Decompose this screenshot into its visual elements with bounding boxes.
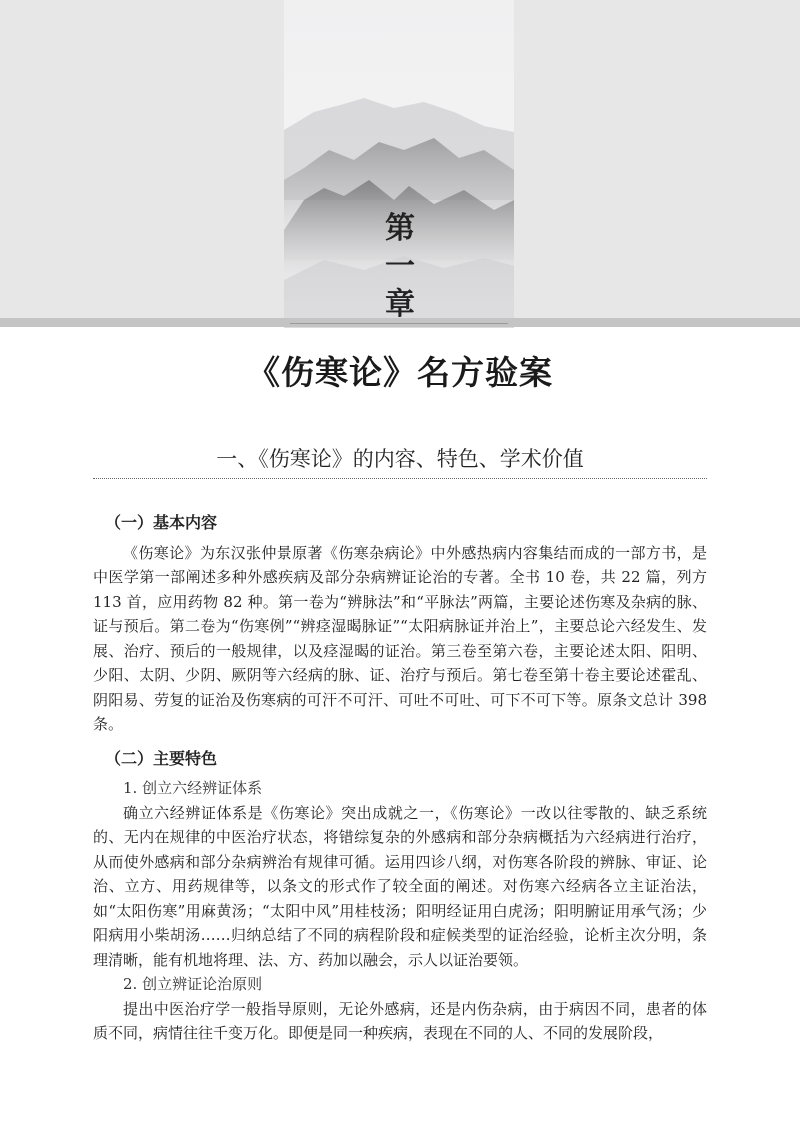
item-heading: 1. 创立六经辨证体系 xyxy=(123,779,263,797)
chapter-char: 第 xyxy=(385,211,415,246)
chapter-char: 章 xyxy=(385,287,415,322)
dotted-divider xyxy=(93,478,707,479)
chapter-number xyxy=(370,210,430,324)
title-divider xyxy=(290,323,508,324)
item-heading: 2. 创立辨证论治原则 xyxy=(123,975,263,993)
paragraph: 《伤寒论》为东汉张仲景原著《伤寒杂病论》中外感热病内容集结而成的一部方书，是中医学第一部阐述多种外感疾病及部分杂病辨证论治的专著。全书 10 卷，共 22 篇，列方 113 首，应用药物 82 种。第一卷为“辨脉法”和“平脉法”两篇，主要论述伤寒及杂病的脉、证与预后。第二卷为“伤寒例”“辨痉湿暍脉证”“太阳病脉证并治上”，主要总论六经发生、发展、治疗、预后的一般规律，以及痉湿暍的证治。第三卷至第六卷，主要论述太阳、阳明、少阳、太阴、少阴、厥阴等六经病的脉、证、治疗与预后。第七卷至第十卷主要论述霍乱、阴阳易、劳复的证治及伤寒病的可汗不可汗、可吐不可吐、可下不可下等。原条文总计 398 条。 xyxy=(93,543,707,733)
subsection-heading: （二）主要特色 xyxy=(105,748,218,768)
subsection-heading: （一）基本内容 xyxy=(105,513,218,532)
chapter-title: 《伤寒论》名方验案 xyxy=(247,353,553,392)
paragraph: 提出中医治疗学一般指导原则，无论外感病，还是内伤杂病，由于病因不同，患者的体质不同，病情往往千变万化。即便是同一种疾病，表现在不同的人、不同的发展阶段， xyxy=(93,999,707,1042)
paragraph: 确立六经辨证体系是《伤寒论》突出成就之一，《伤寒论》一改以往零散的、缺乏系统的、无内在规律的中医治疗状态，将错综复杂的外感病和部分杂病概括为六经病进行治疗，从而使外感病和部分杂病辨治有规律可循。运用四诊八纲，对伤寒各阶段的辨脉、审证、论治、立方、用药规律等，以条文的形式作了较全面的阐述。对伤寒六经病各立主证治法，如“太阳伤寒”用麻黄汤；“太阳中风”用桂枝汤；阳明经证用白虎汤；阳明腑证用承气汤；少阳病用小柴胡汤……归纳总结了不同的病程阶段和症候类型的证治经验，论析主次分明，条理清晰，能有机地将理、法、方、药加以融会，示人以证治要领。 xyxy=(93,803,707,969)
section-heading: 一、《伤寒论》的内容、特色、学术价值 xyxy=(216,447,584,471)
body-text xyxy=(93,498,707,1046)
chapter-char: 一 xyxy=(385,249,415,284)
